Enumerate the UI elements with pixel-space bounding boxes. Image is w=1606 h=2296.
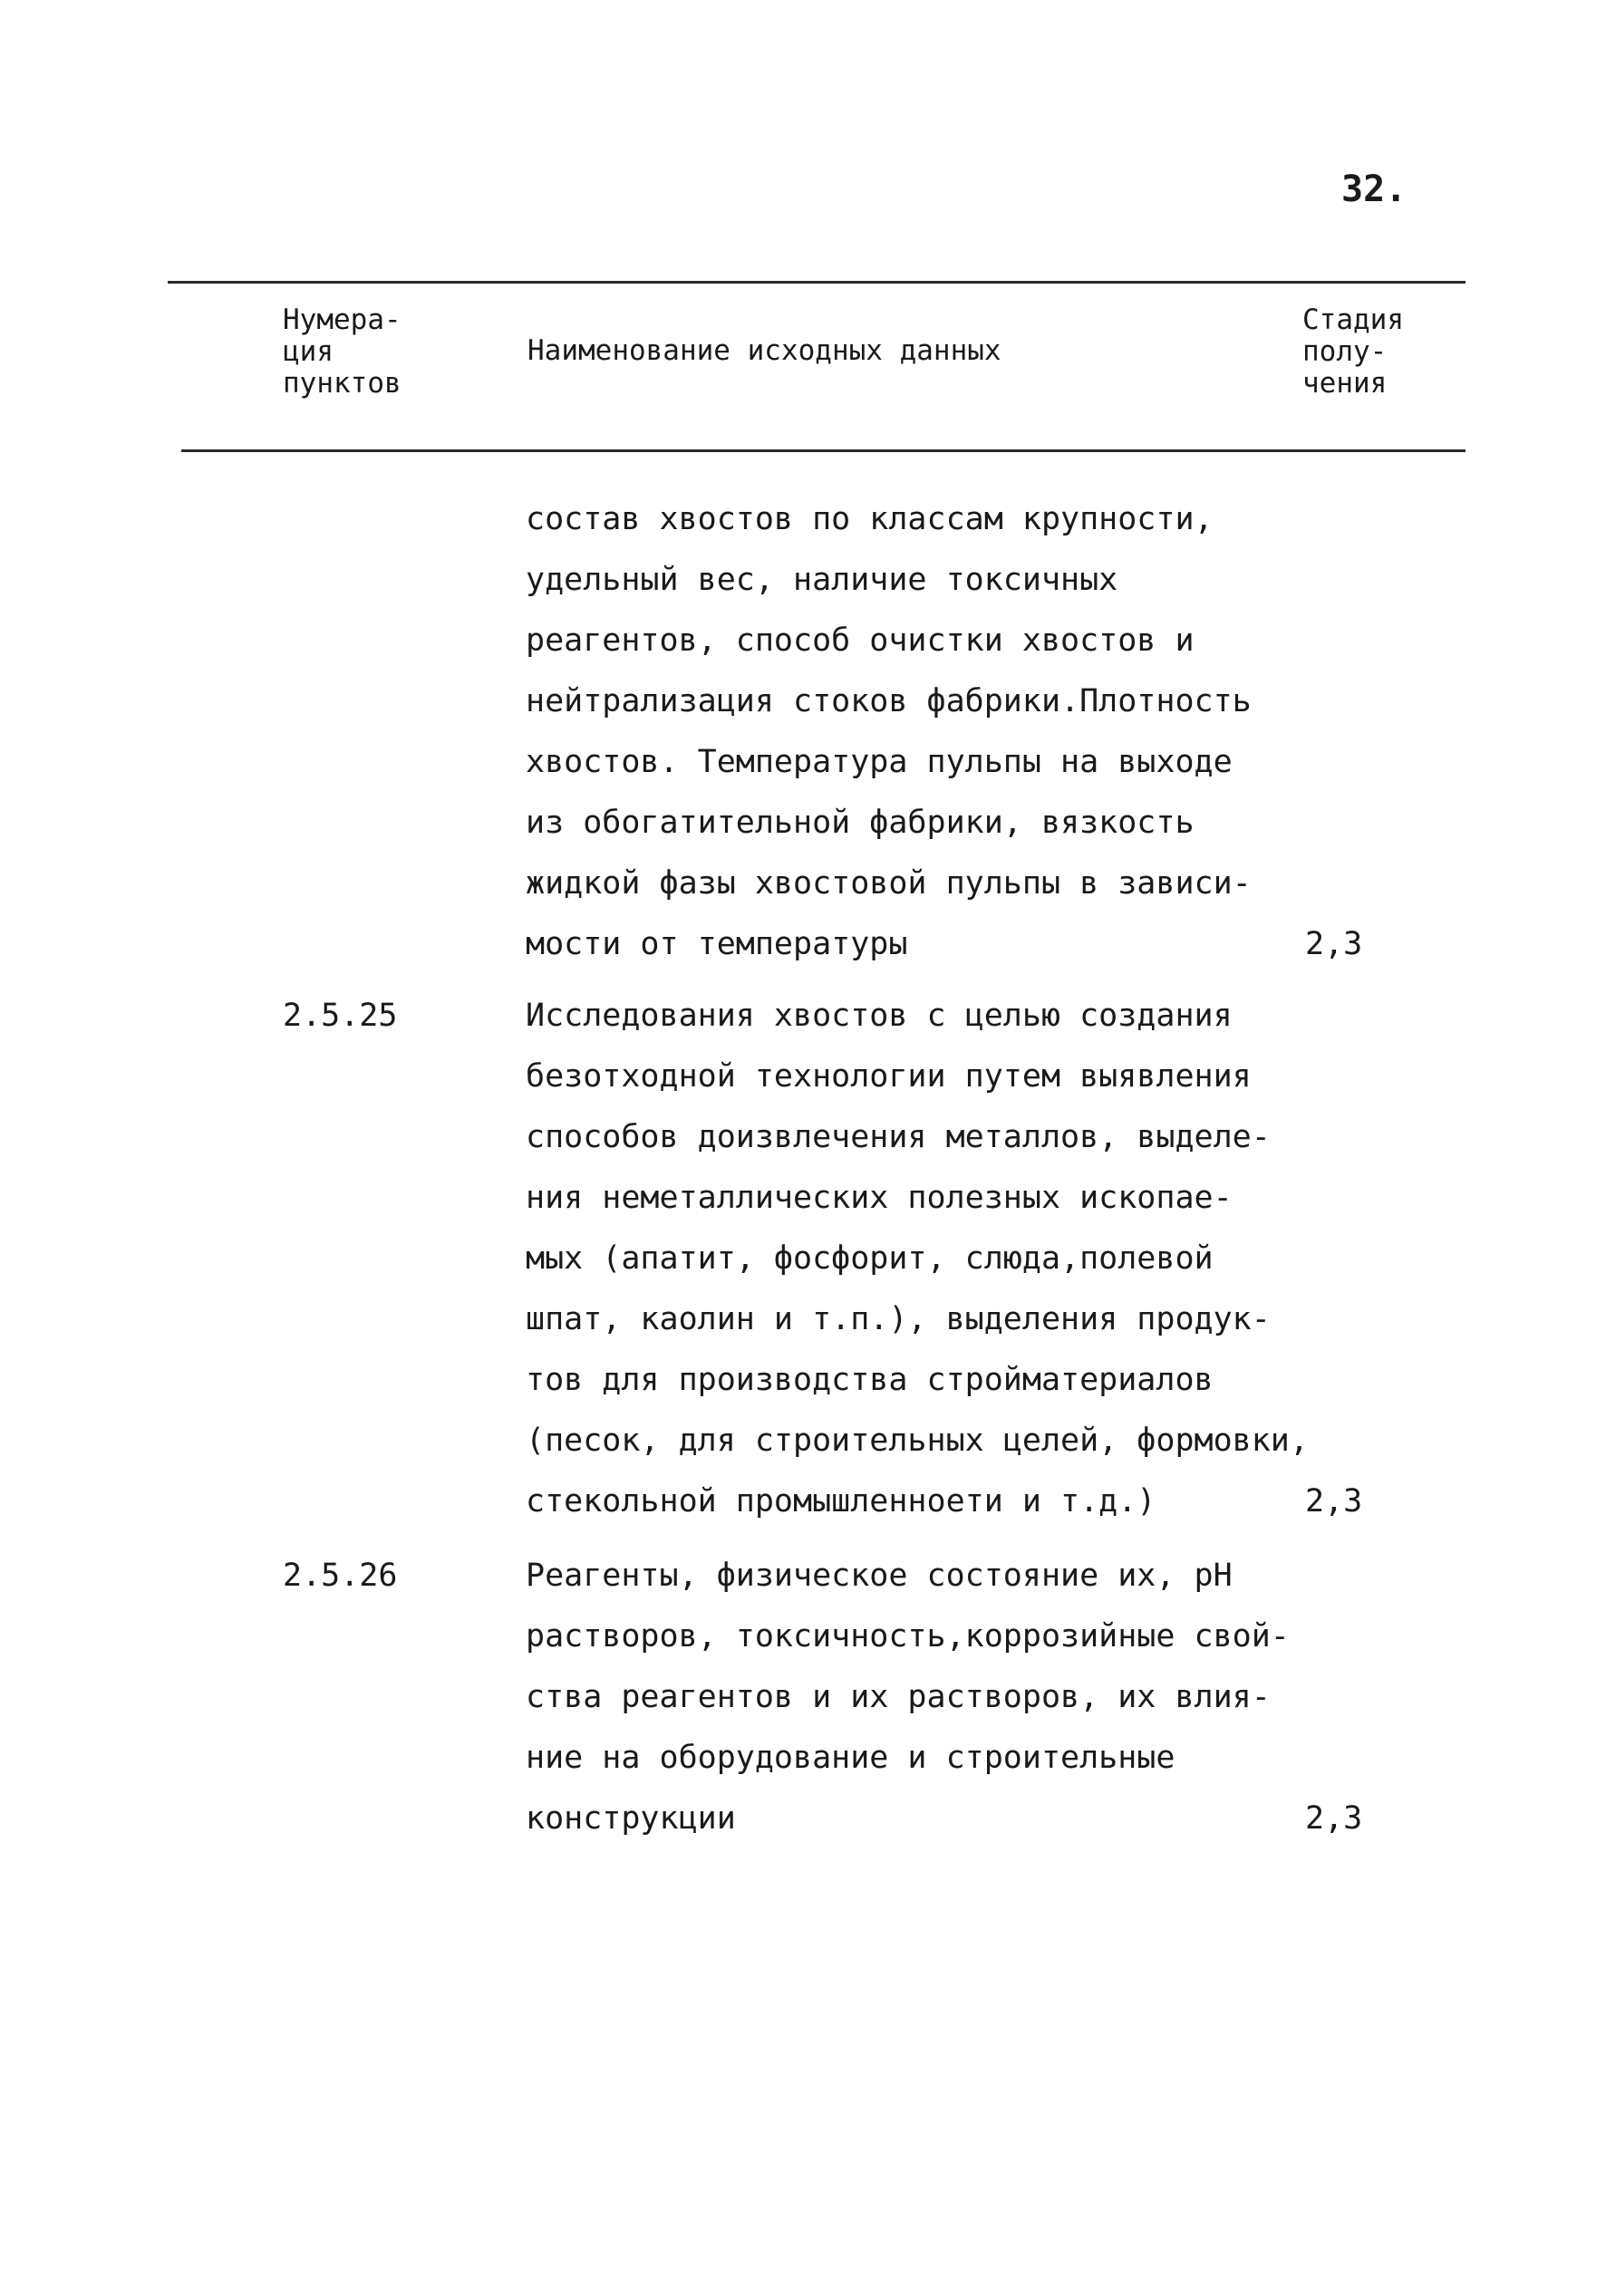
description-line: Исследования хвостов с целью создания [526,998,1233,1034]
description-line: тов для производства стройматериалов [526,1362,1214,1398]
row-1-description [526,489,1305,975]
description-line: нейтрализация стоков фабрики.Плотность [526,683,1252,719]
header-stage [1302,304,1404,400]
table-top-rule [168,281,1466,284]
row-3-code: 2.5.26 [283,1558,398,1594]
table-header-rule [181,449,1466,452]
description-line: ния неметаллических полезных ископае- [526,1180,1233,1216]
header-stage-line: полу- [1302,335,1388,368]
description-line: (песок, для строительных целей, формовки, [526,1423,1309,1459]
row-2-code: 2.5.25 [283,998,398,1034]
header-name: Наименование исходных данных [527,334,1001,367]
header-numbering-line: ция [283,335,334,368]
header-stage-line: Стадия [1302,304,1404,336]
header-numbering-line: Нумера- [283,304,402,336]
description-line: способов доизвлечения металлов, выделе- [526,1119,1271,1155]
description-line: конструкции [526,1800,736,1837]
row-2-stage: 2,3 [1305,1483,1363,1519]
description-line: ства реагентов и их растворов, их влия- [526,1679,1271,1715]
description-line: жидкой фазы хвостовой пульпы в зависи- [526,865,1252,902]
description-line: безотходной технологии путем выявления [526,1058,1252,1095]
header-numbering-line: пунктов [283,367,402,400]
page-number: 32. [1341,169,1408,210]
description-line: хвостов. Температура пульпы на выходе [526,744,1233,780]
row-3-description [526,1546,1305,1849]
description-line: мости от температуры [526,926,908,962]
description-line: стекольной промышленноети и т.д.) [526,1483,1156,1519]
description-line: ние на оборудование и строительные [526,1740,1175,1776]
description-line: состав хвостов по классам крупности, [526,501,1214,537]
description-line: шпат, каолин и т.п.), выделения продук- [526,1301,1271,1337]
description-line: растворов, токсичность,коррозийные свой- [526,1618,1290,1654]
description-line: из обогатительной фабрики, вязкость [526,805,1195,841]
header-stage-line: чения [1302,367,1388,400]
row-3-stage: 2,3 [1305,1800,1363,1837]
header-numbering [283,304,402,400]
description-line: мых (апатит, фосфорит, слюда,полевой [526,1240,1214,1277]
description-line: удельный вес, наличие токсичных [526,562,1118,598]
description-line: Реагенты, физическое состояние их, pH [526,1558,1233,1594]
row-2-description [526,986,1309,1532]
row-1-stage: 2,3 [1305,926,1363,962]
description-line: реагентов, способ очистки хвостов и [526,622,1195,659]
